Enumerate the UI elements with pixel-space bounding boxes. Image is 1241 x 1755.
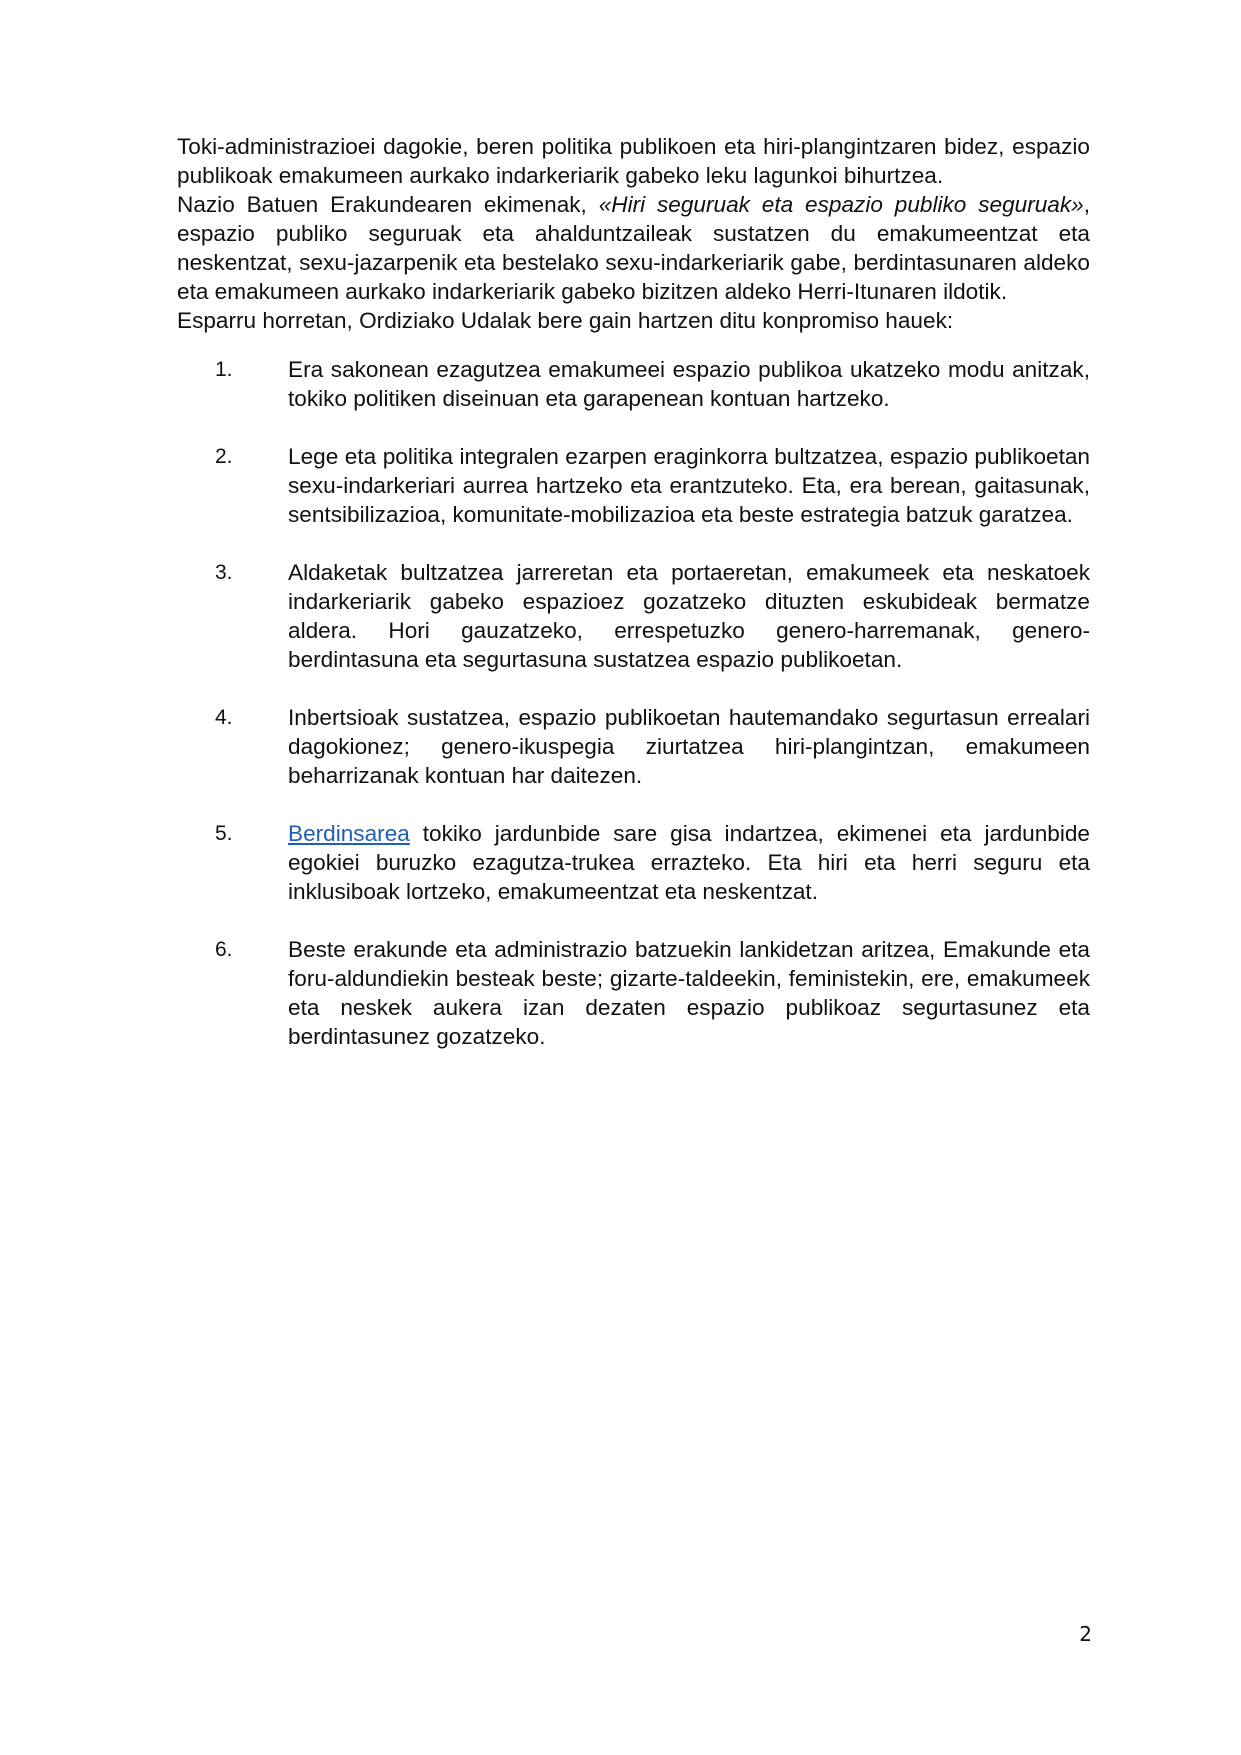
list-item (177, 355, 1090, 413)
paragraph-commitments-intro: Esparru horretan, Ordiziako Udalak bere gain hartzen ditu konpromiso hauek: (177, 308, 954, 333)
list-item (177, 442, 1090, 529)
list-item (177, 819, 1090, 906)
list-item-number: 2. (215, 445, 233, 468)
list-item-text: Lege eta politika integralen ezarpen eraginkorra bultzatzea, espazio publikoetan sexu-indarkeriari aurrea hartzeko eta erantzuteko. Eta, era berean, gaitasunak, sentsibilizazioa, komunitate-mobilizazioa eta beste estrategia batzuk garatzea. (288, 444, 1090, 527)
list-item-text (288, 819, 1090, 906)
paragraph-un-initiative-intro: Nazio Batuen Erakundearen ekimenak, (177, 192, 599, 217)
list-item-text: Beste erakunde eta administrazio batzuekin lankidetzan aritzea, Emakunde eta foru-aldundiekin besteak beste; gizarte-taldeekin, feministekin, ere, emakumeek eta neskek aukera izan dezaten espazio publikoaz segurtasunez eta berdintasunez gozatzeko. (288, 937, 1090, 1049)
list-item-number: 5. (215, 822, 233, 845)
page-number: 2 (1079, 1622, 1092, 1646)
paragraph-local-administrations: Toki-administrazioei dagokie, beren politika publikoen eta hiri-plangintzaren bidez, espazio publikoak emakumeen aurkako indarkeriarik gabeko leku lagunkoi bihurtzea. (177, 134, 1090, 188)
list-item-text: Era sakonean ezagutzea emakumeei espazio publikoa ukatzeko modu anitzak, tokiko politiken diseinuan eta garapenean kontuan hartzeko. (288, 357, 1090, 411)
list-item (177, 935, 1090, 1051)
berdinsarea-link[interactable]: Berdinsarea (288, 821, 410, 846)
list-item-text: Inbertsioak sustatzea, espazio publikoetan hautemandako segurtasun errealari dagokionez; genero-ikuspegia ziurtatzea hiri-plangintzan, emakumeen beharrizanak kontuan har daitezen. (288, 705, 1090, 788)
paragraph-un-initiative (177, 190, 1090, 306)
list-item-text: Aldaketak bultzatzea jarreretan eta portaeretan, emakumeek eta neskatoek indarkeriarik gabeko espazioez gozatzeko dituzten eskubideak bermatze aldera. Hori gauzatzeko, errespetuzko genero-harremanak, genero-berdintasuna eta segurtasuna sustatzea espazio publikoetan. (288, 560, 1090, 672)
initiative-title: «Hiri seguruak eta espazio publiko seguruak» (598, 192, 1084, 217)
list-item-text-rest: tokiko jardunbide sare gisa indartzea, ekimenei eta jardunbide egokiei buruzko ezagutza-trukea errazteko. Eta hiri eta herri seguru eta inklusiboak lortzeko, emakumeentzat eta neskentzat. (288, 821, 1090, 904)
commitments-list (177, 355, 1090, 1051)
list-item-number: 6. (215, 938, 233, 961)
list-item (177, 703, 1090, 790)
list-item-number: 3. (215, 561, 233, 584)
list-item-number: 1. (215, 358, 233, 381)
list-item (177, 558, 1090, 674)
paragraph-un-initiative-body: , espazio publiko seguruak eta ahalduntzaileak sustatzen du emakumeentzat eta neskentzat, sexu-jazarpenik eta bestelako sexu-indarkeriarik gabe, berdintasunaren aldeko eta emakumeen aurkako indarkeriarik gabeko bizitzen aldeko Herri-Itunaren ildotik. (177, 192, 1090, 304)
page-body (177, 132, 1090, 1051)
list-item-number: 4. (215, 706, 233, 729)
